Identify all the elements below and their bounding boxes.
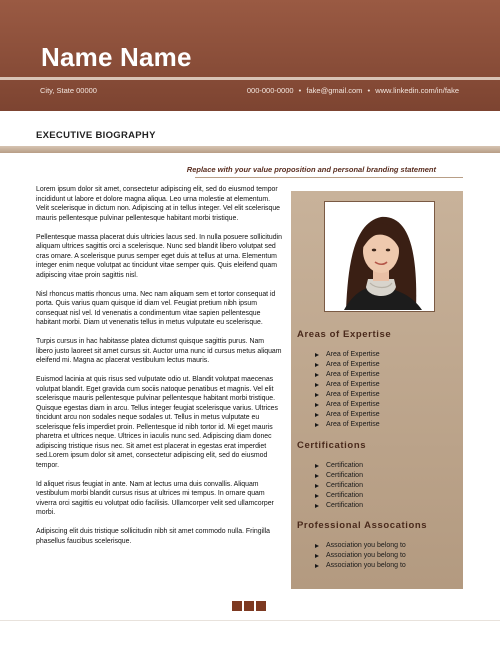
list-item: Association you belong to [315,561,406,571]
list-item: Area of Expertise [315,370,380,380]
bio-paragraph: Nisl rhoncus mattis rhoncus urna. Nec nam aliquam sem et tortor consequat id porta. Quis varius quam quisque id diam vel. Feugiat pretium nibh ipsum consequat nisl vel. Id venenatis a condimentum vitae sapien pellentesque habitant morbi. Diam ut venenatis tellus in metus vulputate eu scelerisque. [36,290,276,326]
list-item: Association you belong to [315,551,406,561]
city-state: City, State 00000 [40,86,97,95]
footer-divider [0,620,500,621]
list-item: Area of Expertise [315,400,380,410]
expertise-heading: Areas of Expertise [297,329,392,340]
list-item: Area of Expertise [315,410,380,420]
bio-paragraph: Adipiscing elit duis tristique sollicitudin nibh sit amet commodo nulla. Fringilla phasellus faucibus scelerisque. [36,528,271,545]
profile-photo [326,203,433,310]
list-item: Area of Expertise [315,380,380,390]
resume-header [0,0,500,111]
list-item: Certification [315,461,363,471]
certifications-list [315,461,363,511]
page-indicator [232,598,268,616]
bio-paragraph: Euismod lacinia at quis risus sed vulputate odio ut. Blandit volutpat maecenas volutpat blandit. Eget gravida cum sociis natoque penatibus et magnis. Vel elit scelerisque mauris pellentesque pulvinar pellentesque habitant morbi tristique. Quisque egestas diam in arcu. Tellus integer feugiat scelerisque varius. Ultrices tincidunt arcu non sodales neque sodales ut. Tellus in metus vulputate eu scelerisque felis imperdiet proin. Pellentesque id nibh tortor id. Mi eget mauris pharetra et ultrices neque. Ultrices in iaculis nunc sed. Adipiscing diam donec adipiscing tristique risus nec. Sit amet est placerat in egestas erat imperdiet sed.Lorem ipsum dolor sit amet, consectetur adipiscing elit, sed do eiusmod tempor. [36,376,278,469]
bio-paragraph: Lorem ipsum dolor sit amet, consectetur adipiscing elit, sed do eiusmod tempor incididunt ut labore et dolore magna aliqua. Leo urna molestie at elementum. Velit scelerisque in dictum non. Adipiscing at in tellus integer. Vel elit scelerisque mauris pellentesque pulvinar pellentesque habitant morbi tristique. [36,186,280,222]
expertise-list [315,350,380,430]
section-title: EXECUTIVE BIOGRAPHY [36,130,156,141]
portrait-illustration [326,203,433,310]
separator-dot: • [367,86,371,95]
list-item: Certification [315,471,363,481]
certifications-heading: Certifications [297,440,367,451]
header-divider [0,77,500,80]
branding-statement: Replace with your value proposition and personal branding statement [186,165,436,174]
profile-photo-frame [324,201,435,312]
associations-heading: Professional Assocations [297,520,428,531]
page-square [244,601,254,611]
associations-list [315,541,406,571]
separator-dot: • [298,86,302,95]
bio-paragraph: Pellentesque massa placerat duis ultricies lacus sed. In nulla posuere sollicitudin aliquam ultrices sagittis orci a scelerisque. Nunc sed blandit libero volutpat sed cras ornare. A scelerisque purus semper eget duis at tellus at urna. Elementum integer enim neque volutpat ac tincidunt vitae semper quis. Quis eleifend quam adipiscing vitae proin sagittis nisl. [36,233,282,279]
list-item: Certification [315,501,363,511]
bio-paragraph: Id aliquet risus feugiat in ante. Nam at lectus urna duis convallis. Aliquam vestibulum morbi blandit cursus risus at ultrices mi tempus. In ornare quam viverra orci sagittis eu volutpat odio facilisis. Ullamcorper velit sed ullamcorper morbi. [36,480,274,516]
contact-line [247,86,459,95]
section-divider-bar [0,146,500,153]
list-item: Association you belong to [315,541,406,551]
tagline-underline [195,177,463,178]
list-item: Area of Expertise [315,350,380,360]
phone-number: 000-000-0000 [246,86,294,95]
list-item: Area of Expertise [315,360,380,370]
candidate-name: Name Name [41,42,192,72]
biography-text [36,185,282,556]
email-address[interactable]: fake@gmail.com [306,86,363,95]
bio-paragraph: Turpis cursus in hac habitasse platea dictumst quisque sagittis purus. Nam libero justo laoreet sit amet cursus sit. Auctor urna nunc id cursus metus aliquam eleifend mi. Magna ac placerat vestibulum lectus mauris. [36,338,282,364]
linkedin-url[interactable]: www.linkedin.com/in/fake [375,86,459,95]
list-item: Certification [315,481,363,491]
list-item: Area of Expertise [315,420,380,430]
sidebar-panel [291,191,463,589]
list-item: Certification [315,491,363,501]
page-square [256,601,266,611]
page-square [232,601,242,611]
list-item: Area of Expertise [315,390,380,400]
